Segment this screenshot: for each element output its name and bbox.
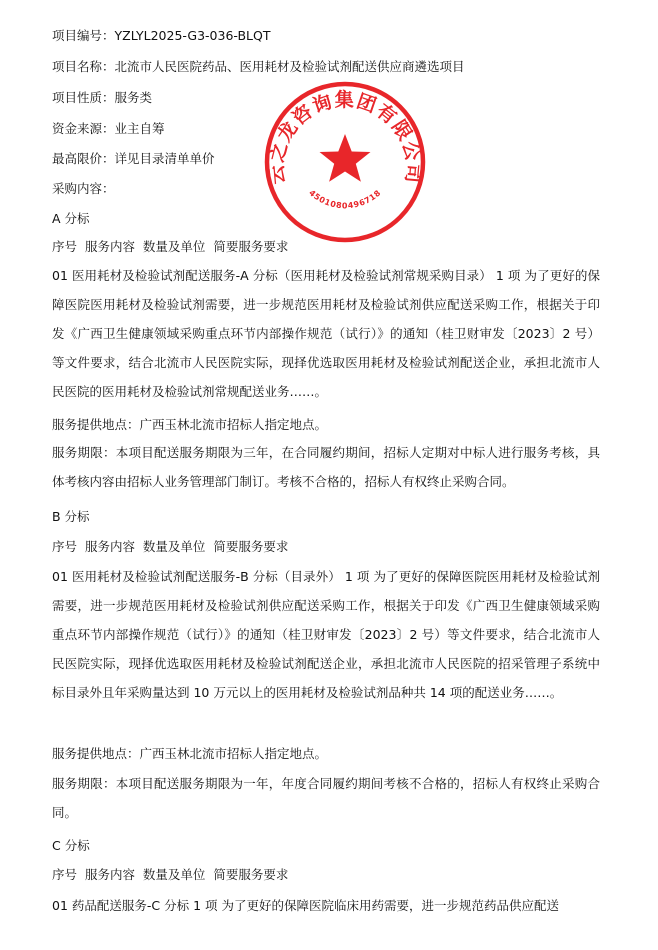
section-b-period: 服务期限：本项目配送服务期限为一年，年度合同履约期间考核不合格的，招标人有权终止采购合同。 [52,776,600,820]
content-label: 采购内容： [52,181,115,196]
seal-graphic [263,80,427,244]
fund-source: 资金来源：业主自筹 [52,121,165,136]
section-a-item: 01 医用耗材及检验试剂配送服务-A 分标（医用耗材及检验试剂常规采购目录） 1 项 为了更好的保障医院医用耗材及检验试剂需要，进一步规范医用耗材及检验试剂供应配送采购工作，根据关于印发《广西卫生健康领域采购重点环节内部操作规范（试行）》的通知（桂卫财审发〔2023〕2 号）等文件要求，结合北流市人民医院实际，现择优选取医用耗材及检验试剂配送企业，承担北流市人民医院的医用耗材及检验试剂常规配送业务……。 [52,268,600,399]
section-c-item: 01 药品配送服务-C 分标 1 项 为了更好的保障医院临床用药需要，进一步规范药品供应配送 [52,898,559,913]
section-a-table-header: 序号 服务内容 数量及单位 简要服务要求 [52,239,289,254]
section-a-period: 服务期限：本项目配送服务期限为三年，在合同履约期间，招标人定期对中标人进行服务考核，具体考核内容由招标人业务管理部门制订。考核不合格的，招标人有权终止采购合同。 [52,445,600,489]
section-c-table-header: 序号 服务内容 数量及单位 简要服务要求 [52,867,289,882]
section-b-location: 服务提供地点：广西玉林北流市招标人指定地点。 [52,746,328,761]
section-b-item: 01 医用耗材及检验试剂配送服务-B 分标（目录外） 1 项 为了更好的保障医院医用耗材及检验试剂需要，进一步规范医用耗材及检验试剂供应配送采购工作，根据关于印发《广西卫生健康领域采购重点环节内部操作规范（试行）》的通知（桂卫财审发〔2023〕2 号）等文件要求，结合北流市人民医院实际，现择优选取医用耗材及检验试剂配送企业，承担北流市人民医院的招采管理子系统中标目录外且年采购量达到 10 万元以上的医用耗材及检验试剂品种共 14 项的配送业务……。 [52,569,600,700]
seal-number-text: 4501080496718 [307,188,383,211]
section-b-table-header: 序号 服务内容 数量及单位 简要服务要求 [52,539,289,554]
company-seal [263,80,427,244]
section-b-title: B 分标 [52,509,90,524]
seal-name-text: 云之龙咨询集团有限公司 [265,89,425,186]
project-name: 项目名称：北流市人民医院药品、医用耗材及检验试剂配送供应商遴选项目 [52,59,465,74]
project-nature: 项目性质：服务类 [52,90,153,105]
section-c-title: C 分标 [52,838,90,853]
section-a-title: A 分标 [52,211,90,226]
project-number: 项目编号：YZLYL2025-G3-036-BLQT [52,28,271,43]
section-a-location: 服务提供地点：广西玉林北流市招标人指定地点。 [52,417,328,432]
max-price: 最高限价：详见目录清单单价 [52,151,215,166]
seal-star-icon [320,134,371,182]
